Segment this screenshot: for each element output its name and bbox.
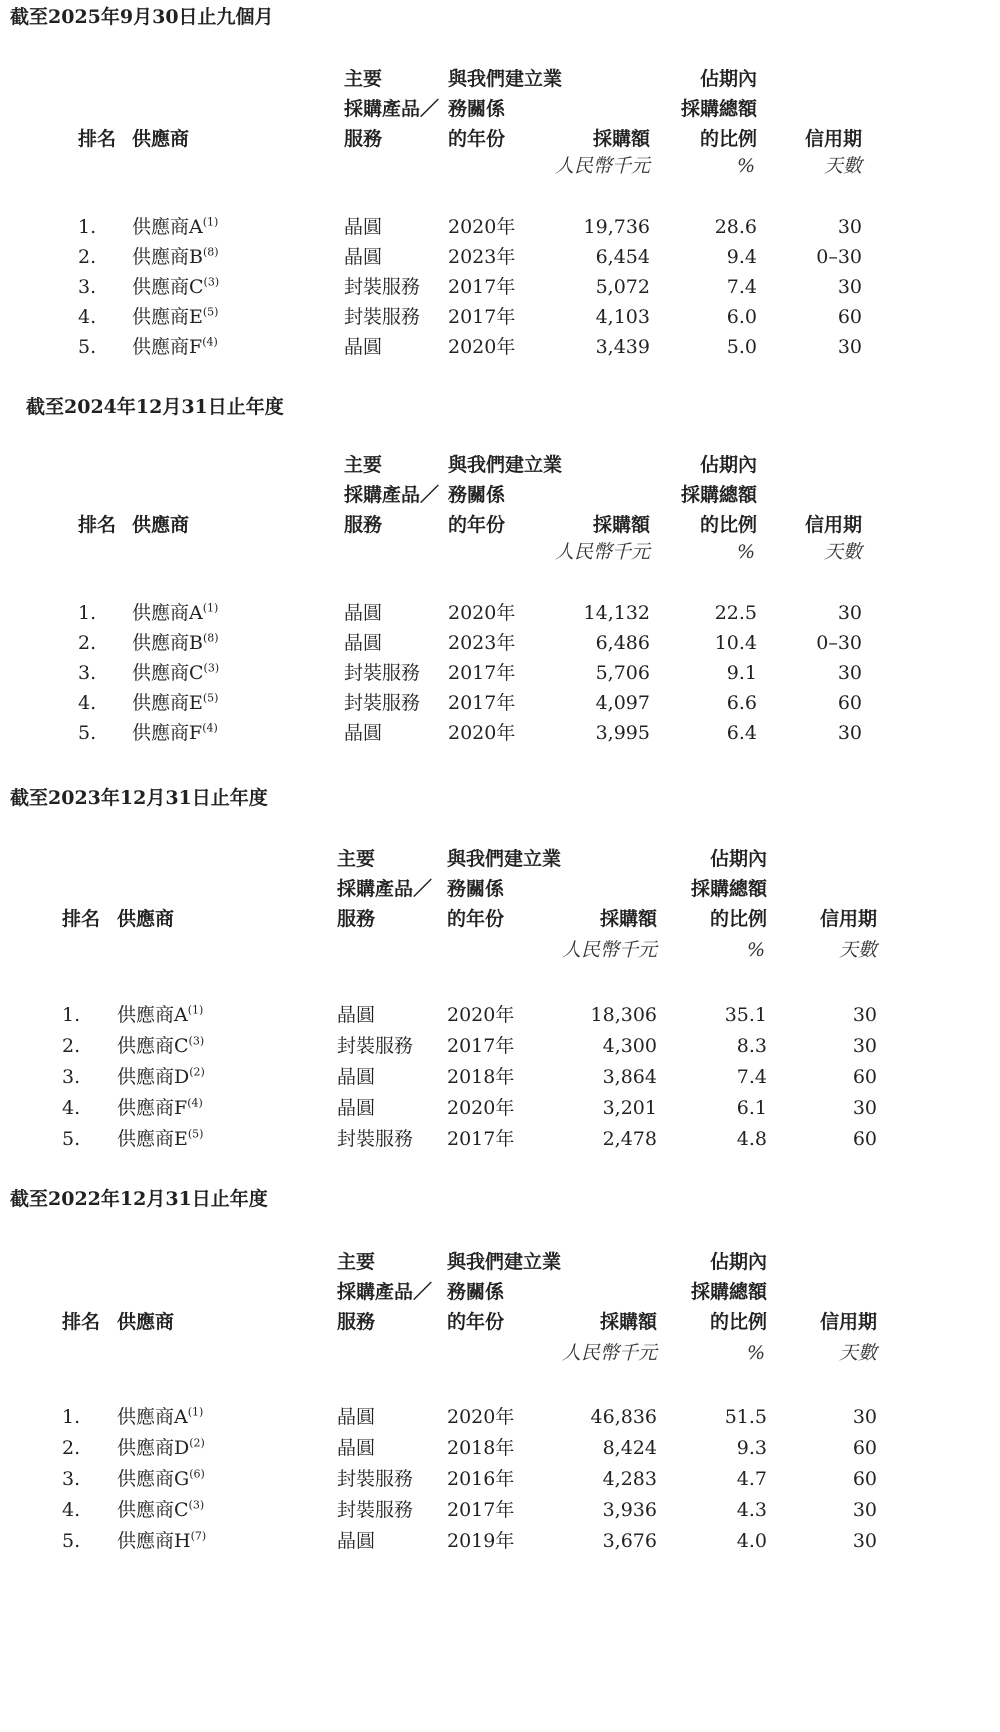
- header-product-line: 服務: [337, 1311, 376, 1333]
- header-years-line: 的年份: [448, 514, 506, 536]
- year-cell: 2017年: [448, 306, 516, 328]
- rank-cell: 5.: [78, 722, 97, 744]
- rank-cell: 3.: [62, 1066, 81, 1088]
- product-cell: 封裝服務: [337, 1468, 414, 1490]
- supplier-name: 供應商H: [117, 1530, 191, 1552]
- footnote-marker: (7): [190, 1529, 207, 1543]
- footnote-marker: (1): [187, 1405, 204, 1419]
- footnote-marker: (5): [187, 1127, 204, 1141]
- amount-cell: 4,300: [602, 1035, 657, 1057]
- product-cell: 晶圓: [344, 336, 383, 358]
- unit-credit: 天數: [838, 1342, 877, 1364]
- header-years-line: 與我們建立業: [447, 848, 562, 870]
- supplier-cell: [117, 1435, 205, 1461]
- rank-cell: 4.: [78, 692, 97, 714]
- ratio-cell: 6.4: [726, 722, 757, 744]
- product-cell: 封裝服務: [344, 306, 421, 328]
- rank-cell: 3.: [62, 1468, 81, 1490]
- header-supplier: 供應商: [117, 1311, 175, 1333]
- amount-cell: 18,306: [590, 1004, 657, 1026]
- product-cell: 晶圓: [337, 1437, 376, 1459]
- supplier-cell: [132, 214, 218, 240]
- credit-cell: 60: [852, 1468, 877, 1490]
- header-product-line: 服務: [344, 514, 383, 536]
- year-cell: 2017年: [448, 692, 516, 714]
- header-credit: 信用期: [819, 1311, 877, 1333]
- amount-cell: 5,706: [595, 662, 650, 684]
- supplier-name: 供應商C: [132, 276, 204, 298]
- header-rank: 排名: [78, 128, 117, 150]
- footnote-marker: (4): [202, 335, 218, 349]
- header-amount: 採購額: [599, 908, 657, 930]
- ratio-cell: 4.7: [736, 1468, 767, 1490]
- header-years-line: 與我們建立業: [448, 68, 563, 90]
- header-product-line: 採購產品／: [344, 98, 440, 120]
- amount-cell: 5,072: [595, 276, 650, 298]
- year-cell: 2018年: [447, 1066, 515, 1088]
- header-product-line: 主要: [344, 68, 383, 90]
- header-years-line: 的年份: [447, 1311, 505, 1333]
- header-ratio-line: 的比例: [709, 908, 767, 930]
- header-ratio-line: 的比例: [699, 128, 757, 150]
- amount-cell: 6,486: [595, 632, 650, 654]
- unit-ratio: %: [736, 541, 755, 563]
- amount-cell: 4,103: [595, 306, 650, 328]
- header-ratio-line: 佔期內: [709, 1251, 767, 1273]
- credit-cell: 30: [837, 662, 862, 684]
- year-cell: 2020年: [447, 1097, 515, 1119]
- year-cell: 2020年: [448, 722, 516, 744]
- product-cell: 晶圓: [344, 216, 383, 238]
- amount-cell: 3,995: [595, 722, 650, 744]
- rank-cell: 4.: [62, 1097, 81, 1119]
- supplier-name: 供應商G: [117, 1468, 190, 1490]
- supplier-name: 供應商B: [132, 632, 203, 654]
- amount-cell: 3,864: [602, 1066, 657, 1088]
- credit-cell: 30: [852, 1035, 877, 1057]
- product-cell: 封裝服務: [337, 1499, 414, 1521]
- unit-amount: 人民幣千元: [554, 541, 650, 563]
- footnote-marker: (3): [203, 661, 220, 675]
- header-years-line: 與我們建立業: [448, 454, 563, 476]
- rank-cell: 3.: [78, 276, 97, 298]
- supplier-cell: [132, 334, 218, 360]
- year-cell: 2017年: [447, 1499, 515, 1521]
- footnote-marker: (3): [188, 1498, 205, 1512]
- ratio-cell: 35.1: [724, 1004, 767, 1026]
- credit-cell: 30: [852, 1499, 877, 1521]
- supplier-cell: [117, 1528, 206, 1554]
- amount-cell: 4,283: [602, 1468, 657, 1490]
- header-ratio-line: 佔期內: [699, 454, 757, 476]
- supplier-name: 供應商F: [117, 1097, 188, 1119]
- year-cell: 2016年: [447, 1468, 515, 1490]
- credit-cell: 30: [837, 602, 862, 624]
- ratio-cell: 9.3: [736, 1437, 767, 1459]
- footnote-marker: (3): [188, 1034, 205, 1048]
- year-cell: 2020年: [448, 216, 516, 238]
- year-cell: 2023年: [448, 246, 516, 268]
- year-cell: 2017年: [447, 1128, 515, 1150]
- rank-cell: 3.: [78, 662, 97, 684]
- supplier-cell: [132, 690, 218, 716]
- amount-cell: 3,439: [595, 336, 650, 358]
- rank-cell: 1.: [78, 602, 97, 624]
- footnote-marker: (1): [187, 1003, 204, 1017]
- unit-amount: 人民幣千元: [561, 939, 657, 961]
- credit-cell: 60: [837, 692, 862, 714]
- product-cell: 封裝服務: [344, 692, 421, 714]
- footnote-marker: (4): [187, 1096, 203, 1110]
- footnote-marker: (6): [189, 1467, 205, 1481]
- supplier-name: 供應商F: [132, 336, 203, 358]
- rank-cell: 1.: [78, 216, 97, 238]
- ratio-cell: 6.0: [726, 306, 757, 328]
- credit-cell: 30: [837, 722, 862, 744]
- product-cell: 封裝服務: [337, 1035, 414, 1057]
- credit-cell: 0–30: [816, 632, 862, 654]
- year-cell: 2017年: [447, 1035, 515, 1057]
- header-credit: 信用期: [804, 128, 862, 150]
- rank-cell: 2.: [62, 1035, 81, 1057]
- rank-cell: 5.: [62, 1128, 81, 1150]
- footnote-marker: (1): [202, 601, 219, 615]
- product-cell: 晶圓: [337, 1066, 376, 1088]
- product-cell: 封裝服務: [337, 1128, 414, 1150]
- amount-cell: 14,132: [583, 602, 650, 624]
- ratio-cell: 7.4: [726, 276, 757, 298]
- header-rank: 排名: [62, 908, 101, 930]
- header-product-line: 採購產品／: [337, 1281, 433, 1303]
- footnote-marker: (2): [189, 1065, 205, 1079]
- rank-cell: 5.: [78, 336, 97, 358]
- section-title: 截至2024年12月31日止年度: [26, 396, 284, 418]
- amount-cell: 6,454: [595, 246, 650, 268]
- ratio-cell: 9.4: [726, 246, 757, 268]
- year-cell: 2020年: [447, 1004, 515, 1026]
- credit-cell: 30: [852, 1406, 877, 1428]
- supplier-cell: [117, 1033, 204, 1059]
- supplier-cell: [132, 304, 218, 330]
- supplier-name: 供應商C: [117, 1499, 189, 1521]
- unit-credit: 天數: [838, 939, 877, 961]
- credit-cell: 30: [837, 276, 862, 298]
- amount-cell: 4,097: [595, 692, 650, 714]
- supplier-cell: [117, 1064, 205, 1090]
- rank-cell: 5.: [62, 1530, 81, 1552]
- footnote-marker: (3): [203, 275, 220, 289]
- unit-credit: 天數: [823, 541, 862, 563]
- year-cell: 2017年: [448, 276, 516, 298]
- unit-ratio: %: [746, 1342, 765, 1364]
- amount-cell: 3,676: [602, 1530, 657, 1552]
- supplier-name: 供應商B: [132, 246, 203, 268]
- unit-ratio: %: [736, 155, 755, 177]
- rank-cell: 2.: [78, 632, 97, 654]
- ratio-cell: 6.6: [726, 692, 757, 714]
- rank-cell: 1.: [62, 1406, 81, 1428]
- credit-cell: 30: [852, 1004, 877, 1026]
- supplier-cell: [117, 1497, 204, 1523]
- ratio-cell: 4.3: [736, 1499, 767, 1521]
- header-ratio-line: 採購總額: [690, 878, 767, 900]
- supplier-cell: [132, 274, 219, 300]
- header-ratio-line: 採購總額: [690, 1281, 767, 1303]
- product-cell: 晶圓: [344, 602, 383, 624]
- unit-credit: 天數: [823, 155, 862, 177]
- product-cell: 晶圓: [337, 1097, 376, 1119]
- supplier-cell: [132, 600, 218, 626]
- header-product-line: 服務: [344, 128, 383, 150]
- header-years-line: 的年份: [447, 908, 505, 930]
- supplier-name: 供應商C: [132, 662, 204, 684]
- rank-cell: 2.: [62, 1437, 81, 1459]
- supplier-name: 供應商A: [117, 1406, 188, 1428]
- header-rank: 排名: [62, 1311, 101, 1333]
- ratio-cell: 5.0: [726, 336, 757, 358]
- rank-cell: 4.: [62, 1499, 81, 1521]
- unit-ratio: %: [746, 939, 765, 961]
- rank-cell: 2.: [78, 246, 97, 268]
- supplier-name: 供應商A: [132, 216, 203, 238]
- footnote-marker: (2): [189, 1436, 205, 1450]
- supplier-name: 供應商F: [132, 722, 203, 744]
- header-supplier: 供應商: [132, 128, 190, 150]
- header-amount: 採購額: [592, 128, 650, 150]
- header-ratio-line: 採購總額: [680, 98, 757, 120]
- header-ratio-line: 採購總額: [680, 484, 757, 506]
- header-years-line: 的年份: [448, 128, 506, 150]
- credit-cell: 60: [852, 1128, 877, 1150]
- header-credit: 信用期: [819, 908, 877, 930]
- ratio-cell: 6.1: [736, 1097, 767, 1119]
- supplier-cell: [132, 244, 219, 270]
- supplier-name: 供應商E: [117, 1128, 188, 1150]
- ratio-cell: 9.1: [726, 662, 757, 684]
- supplier-cell: [117, 1126, 203, 1152]
- footnote-marker: (8): [202, 631, 219, 645]
- supplier-name: 供應商E: [132, 306, 203, 328]
- product-cell: 晶圓: [337, 1004, 376, 1026]
- credit-cell: 60: [837, 306, 862, 328]
- header-credit: 信用期: [804, 514, 862, 536]
- ratio-cell: 4.0: [736, 1530, 767, 1552]
- amount-cell: 3,936: [602, 1499, 657, 1521]
- rank-cell: 1.: [62, 1004, 81, 1026]
- supplier-name: 供應商D: [117, 1066, 190, 1088]
- header-supplier: 供應商: [117, 908, 175, 930]
- amount-cell: 46,836: [590, 1406, 657, 1428]
- product-cell: 封裝服務: [344, 662, 421, 684]
- ratio-cell: 22.5: [714, 602, 757, 624]
- product-cell: 晶圓: [344, 246, 383, 268]
- header-ratio-line: 的比例: [699, 514, 757, 536]
- header-product-line: 主要: [337, 1251, 376, 1273]
- supplier-cell: [132, 720, 218, 746]
- credit-cell: 30: [837, 336, 862, 358]
- product-cell: 晶圓: [337, 1530, 376, 1552]
- section-title: 截至2025年9月30日止九個月: [10, 6, 274, 28]
- product-cell: 晶圓: [337, 1406, 376, 1428]
- ratio-cell: 7.4: [736, 1066, 767, 1088]
- year-cell: 2020年: [448, 602, 516, 624]
- supplier-name: 供應商A: [117, 1004, 188, 1026]
- amount-cell: 3,201: [602, 1097, 657, 1119]
- header-product-line: 主要: [344, 454, 383, 476]
- product-cell: 晶圓: [344, 632, 383, 654]
- header-ratio-line: 佔期內: [699, 68, 757, 90]
- year-cell: 2017年: [448, 662, 516, 684]
- header-years-line: 務關係: [447, 878, 505, 900]
- supplier-name: 供應商E: [132, 692, 203, 714]
- header-product-line: 採購產品／: [337, 878, 433, 900]
- header-years-line: 務關係: [447, 1281, 505, 1303]
- ratio-cell: 4.8: [736, 1128, 767, 1150]
- footnote-marker: (1): [202, 215, 219, 229]
- supplier-name: 供應商A: [132, 602, 203, 624]
- header-years-line: 務關係: [448, 484, 506, 506]
- supplier-cell: [117, 1002, 203, 1028]
- ratio-cell: 28.6: [714, 216, 757, 238]
- unit-amount: 人民幣千元: [554, 155, 650, 177]
- product-cell: 晶圓: [344, 722, 383, 744]
- header-ratio-line: 佔期內: [709, 848, 767, 870]
- ratio-cell: 8.3: [736, 1035, 767, 1057]
- section-title: 截至2022年12月31日止年度: [10, 1188, 268, 1210]
- amount-cell: 8,424: [602, 1437, 657, 1459]
- supplier-name: 供應商C: [117, 1035, 189, 1057]
- header-amount: 採購額: [599, 1311, 657, 1333]
- supplier-cell: [117, 1095, 203, 1121]
- header-supplier: 供應商: [132, 514, 190, 536]
- header-product-line: 服務: [337, 908, 376, 930]
- header-product-line: 採購產品／: [344, 484, 440, 506]
- header-amount: 採購額: [592, 514, 650, 536]
- supplier-cell: [117, 1404, 203, 1430]
- supplier-cell: [132, 630, 219, 656]
- year-cell: 2018年: [447, 1437, 515, 1459]
- credit-cell: 30: [837, 216, 862, 238]
- footnote-marker: (5): [202, 305, 219, 319]
- product-cell: 封裝服務: [344, 276, 421, 298]
- ratio-cell: 51.5: [724, 1406, 767, 1428]
- header-ratio-line: 的比例: [709, 1311, 767, 1333]
- footnote-marker: (5): [202, 691, 219, 705]
- supplier-cell: [117, 1466, 205, 1492]
- credit-cell: 60: [852, 1437, 877, 1459]
- year-cell: 2019年: [447, 1530, 515, 1552]
- ratio-cell: 10.4: [714, 632, 757, 654]
- footnote-marker: (4): [202, 721, 218, 735]
- unit-amount: 人民幣千元: [561, 1342, 657, 1364]
- header-rank: 排名: [78, 514, 117, 536]
- supplier-name: 供應商D: [117, 1437, 190, 1459]
- footnote-marker: (8): [202, 245, 219, 259]
- year-cell: 2023年: [448, 632, 516, 654]
- supplier-cell: [132, 660, 219, 686]
- header-product-line: 主要: [337, 848, 376, 870]
- credit-cell: 0–30: [816, 246, 862, 268]
- header-years-line: 務關係: [448, 98, 506, 120]
- year-cell: 2020年: [447, 1406, 515, 1428]
- credit-cell: 30: [852, 1530, 877, 1552]
- section-title: 截至2023年12月31日止年度: [10, 787, 268, 809]
- header-years-line: 與我們建立業: [447, 1251, 562, 1273]
- rank-cell: 4.: [78, 306, 97, 328]
- amount-cell: 19,736: [583, 216, 650, 238]
- credit-cell: 30: [852, 1097, 877, 1119]
- year-cell: 2020年: [448, 336, 516, 358]
- credit-cell: 60: [852, 1066, 877, 1088]
- amount-cell: 2,478: [602, 1128, 657, 1150]
